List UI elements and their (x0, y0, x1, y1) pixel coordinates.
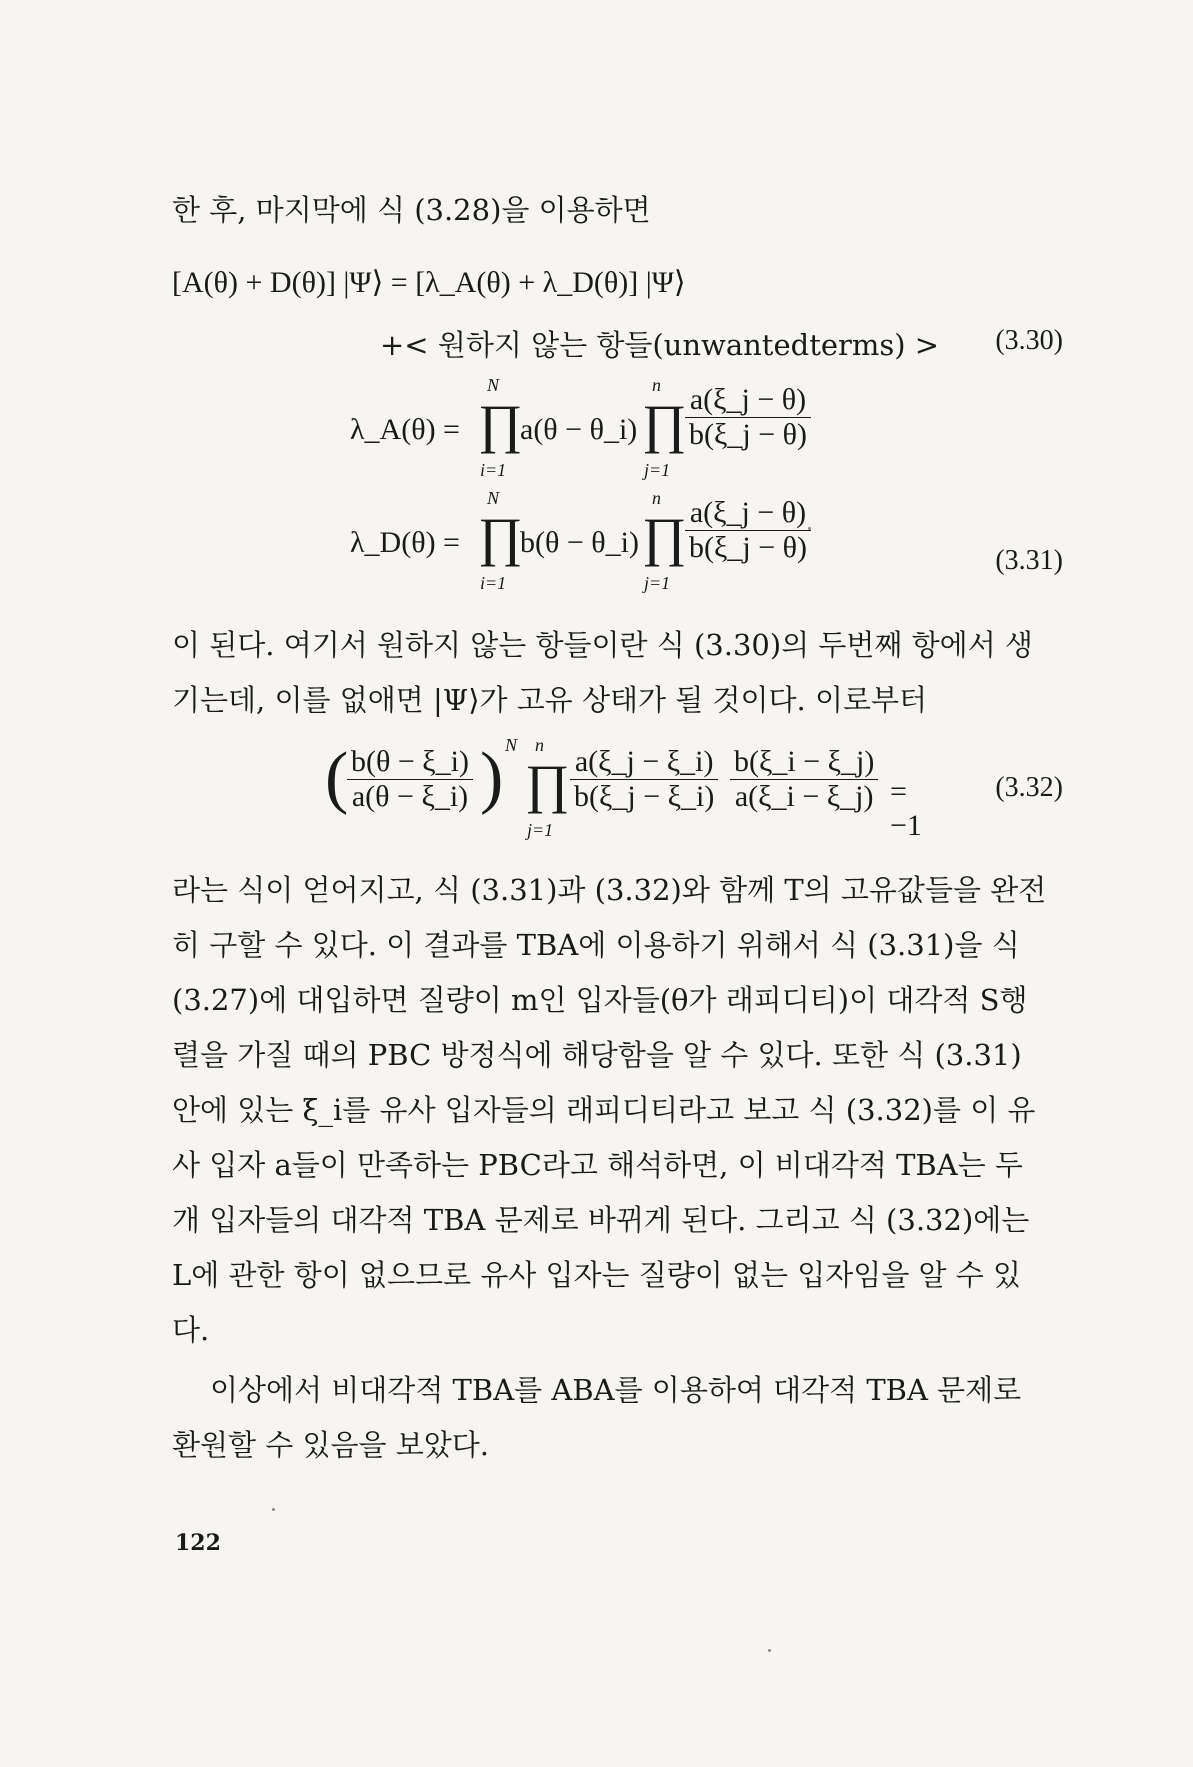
eq-3-32-first-fraction (347, 745, 473, 814)
para4-line: 환원할 수 있음을 보았다. (172, 1428, 490, 1462)
eq-3-30-line1: [A(θ) + D(θ)] |Ψ⟩ = [λ_A(θ) + λ_D(θ)] |Ψ⟩ (172, 266, 686, 299)
right-paren: ) (480, 739, 504, 816)
fraction-numerator: a(ξ_j − θ) (685, 496, 811, 531)
eq-3-30-line2: +< 원하지 않는 항들(unwantedterms) > (380, 328, 940, 362)
fraction-numerator: b(θ − ξ_i) (347, 745, 473, 780)
fraction-denominator: a(ξ_i − ξ_j) (734, 780, 874, 813)
prod-lower-i1: i=1 (480, 460, 507, 480)
lambda-a-factor: a(θ − θ_i) (520, 413, 638, 446)
prod-upper-N: N (487, 375, 500, 395)
fraction-denominator: b(ξ_j − θ) (689, 418, 807, 451)
prod-upper-N: N (487, 488, 500, 508)
para2-line2: 기는데, 이를 없애면 |Ψ⟩가 고유 상태가 될 것이다. 이로부터 (172, 683, 928, 717)
speck-mark (808, 527, 811, 530)
lambda-a-lhs: λ_A(θ) = (350, 413, 460, 446)
fraction-numerator: a(ξ_j − θ) (685, 383, 811, 418)
eq-number-3-31: (3.31) (995, 545, 1063, 576)
fraction-numerator: a(ξ_j − ξ_i) (570, 745, 718, 780)
eq-number-3-32: (3.32) (995, 772, 1063, 803)
lambda-d-factor: b(θ − θ_i) (520, 526, 639, 559)
speck-mark (272, 1508, 275, 1511)
para2-line1: 이 된다. 여기서 원하지 않는 항들이란 식 (3.30)의 두번째 항에서 생 (172, 628, 1033, 662)
equation-3-32 (325, 735, 925, 845)
para3-line: 히 구할 수 있다. 이 결과를 TBA에 이용하기 위해서 식 (3.31)을 식 (172, 928, 1020, 962)
eq-3-32-second-fraction (570, 745, 718, 814)
fraction-numerator: b(ξ_i − ξ_j) (730, 745, 878, 780)
fraction-denominator: a(θ − ξ_i) (351, 780, 469, 813)
para3-line: L에 관한 항이 없으므로 유사 입자는 질량이 없는 입자임을 알 수 있 (172, 1258, 1022, 1292)
prod-upper-n: n (652, 375, 661, 395)
product-symbol: ∏ (642, 507, 687, 567)
product-symbol: ∏ (525, 754, 570, 814)
para3-line: 다. (172, 1313, 210, 1347)
para3-line: 사 입자 a들이 만족하는 PBC라고 해석하면, 이 비대각적 TBA는 두 (172, 1148, 1023, 1182)
lambda-d-fraction (685, 496, 811, 565)
prod-lower-j1: j=1 (527, 820, 554, 840)
para3-line: 라는 식이 얻어지고, 식 (3.31)과 (3.32)와 함께 T의 고유값들을 완전 (172, 873, 1047, 907)
para3-line: 렬을 가질 때의 PBC 방정식에 해당함을 알 수 있다. 또한 식 (3.31) (172, 1038, 1022, 1072)
product-symbol: ∏ (478, 394, 523, 454)
left-paren: ( (325, 739, 349, 816)
para3-line: 개 입자들의 대각적 TBA 문제로 바뀌게 된다. 그리고 식 (3.32)에는 (172, 1203, 1030, 1237)
equation-lambda-a (350, 375, 850, 485)
prod-lower-j1: j=1 (644, 460, 671, 480)
prod-upper-n: n (652, 488, 661, 508)
lambda-d-lhs: λ_D(θ) = (350, 526, 460, 559)
eq-3-32-third-fraction (730, 745, 878, 814)
speck-mark (768, 1649, 771, 1652)
prod-lower-j1: j=1 (644, 573, 671, 593)
intro-text: 한 후, 마지막에 식 (3.28)을 이용하면 (172, 193, 651, 227)
page-number: 122 (175, 1530, 221, 1556)
product-symbol: ∏ (478, 507, 523, 567)
para4-line: 이상에서 비대각적 TBA를 ABA를 이용하여 대각적 TBA 문제로 (210, 1373, 1022, 1407)
lambda-a-fraction (685, 383, 811, 452)
fraction-denominator: b(ξ_j − θ) (689, 531, 807, 564)
eq-number-3-30: (3.30) (995, 325, 1063, 356)
product-symbol: ∏ (642, 394, 687, 454)
prod-upper-n: n (535, 735, 544, 755)
para3-line: (3.27)에 대입하면 질량이 m인 입자들(θ가 래피디티)이 대각적 S행 (172, 983, 1028, 1017)
equation-lambda-d (350, 488, 850, 598)
fraction-denominator: b(ξ_j − ξ_i) (574, 780, 715, 813)
power-N: N (505, 735, 518, 755)
prod-lower-i1: i=1 (480, 573, 507, 593)
eq-3-32-rhs: = −1 (890, 775, 922, 842)
para3-line: 안에 있는 ξ_i를 유사 입자들의 래피디티라고 보고 식 (3.32)를 이 유 (172, 1093, 1036, 1127)
